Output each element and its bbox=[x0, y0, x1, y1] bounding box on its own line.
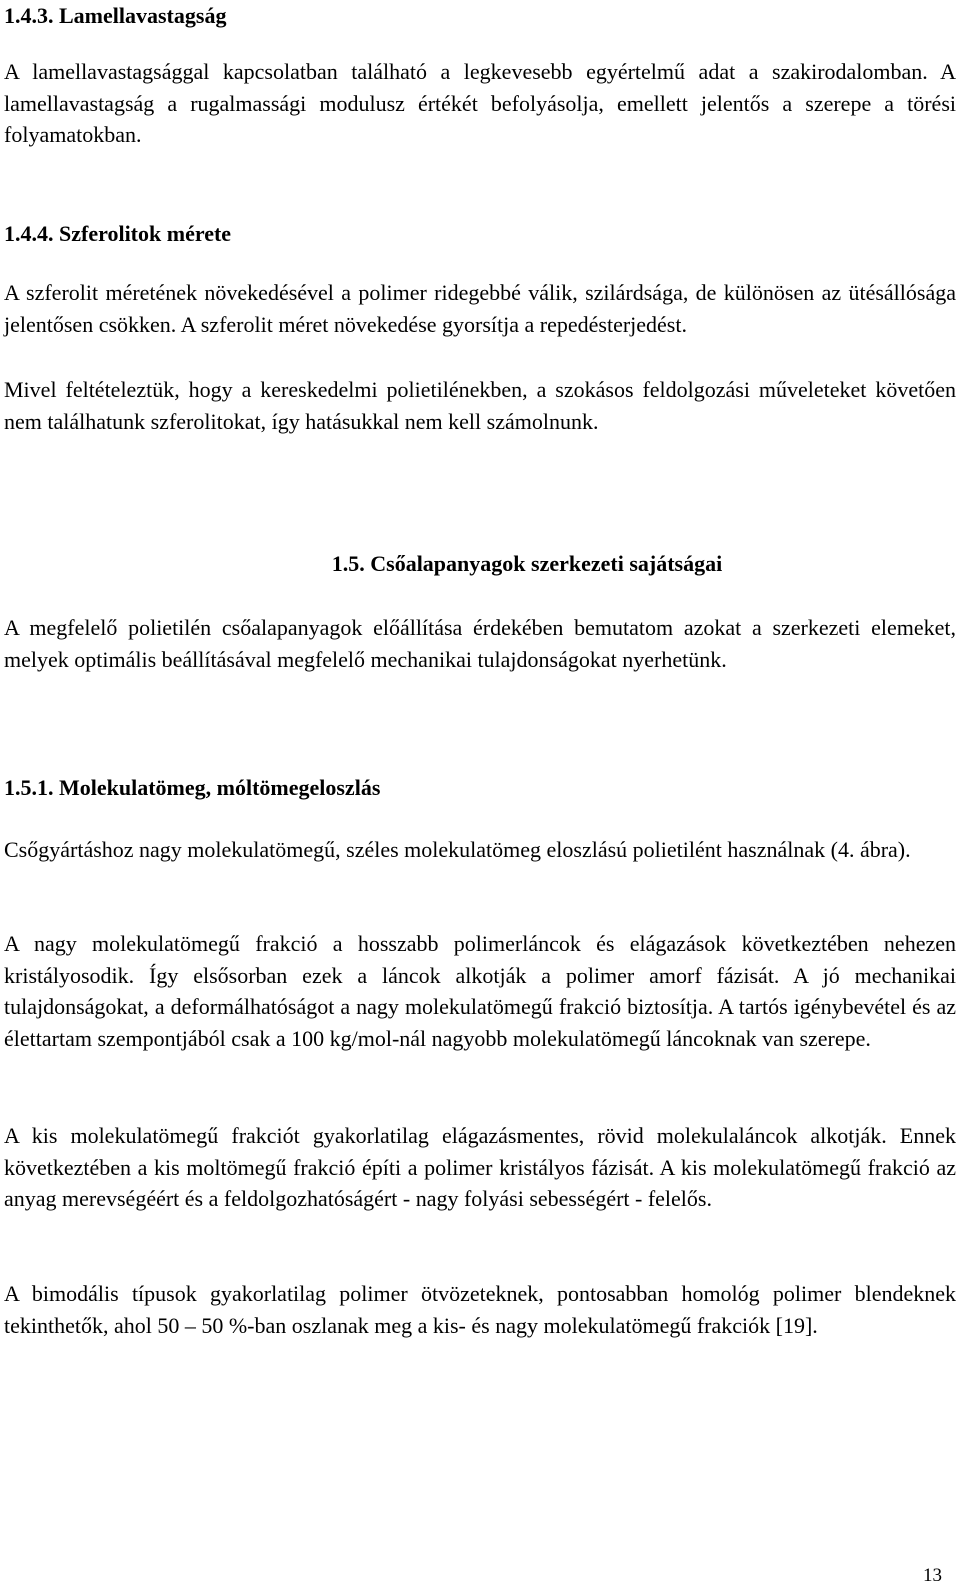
section-heading-lamellavastagsag: 1.4.3. Lamellavastagság bbox=[4, 3, 227, 28]
paragraph-bimodalis: A bimodális típusok gyakorlatilag polimer ötvözeteknek, pontosabban homológ polimer blendeknek tekinthetők, ahol 50 – 50 %-ban oszlanak meg a kis- és nagy molekulatömegű frakciók [19]. bbox=[4, 1281, 956, 1338]
section-heading-csoalapanyagok: 1.5. Csőalapanyagok szerkezeti sajátságai bbox=[331, 551, 723, 576]
paragraph-lamellavastagsag: A lamellavastagsággal kapcsolatban található a legkevesebb egyértelmű adat a szakirodalomban. A lamellavastagság a rugalmassági modulusz értékét befolyásolja, emellett jelentős a szerepe a törési folyamatokban. bbox=[4, 59, 956, 147]
paragraph-kis-molekulatomegu: A kis molekulatömegű frakciót gyakorlatilag elágazásmentes, rövid molekulaláncok alkotják. Ennek következtében a kis moltömegű frakció építi a polimer kristályos fázisát. A kis molekulatömegű frakció az anyag merevségéért és a feldolgozhatóságért - nagy folyási sebességért - felelős. bbox=[4, 1123, 956, 1211]
section-heading-szferolitok-merete: 1.4.4. Szferolitok mérete bbox=[4, 221, 232, 246]
paragraph-csogyartas: Csőgyártáshoz nagy molekulatömegű, széles molekulatömeg eloszlású polietilént használnak (4. ábra). bbox=[4, 837, 911, 862]
paragraph-nagy-molekulatomegu: A nagy molekulatömegű frakció a hosszabb polimerláncok és elágazások következtében nehezen kristályosodik. Így elsősorban ezek a láncok alkotják a polimer amorf fázisát. A jó mechanikai tulajdonságokat, a deformálhatóságot a nagy molekulatömegű frakció biztosítja. A tartós igénybevétel és az élettartam szempontjából csak a 100 kg/mol-nál nagyobb molekulatömegű láncoknak van szerepe. bbox=[4, 931, 956, 1051]
section-heading-molekulatomeg: 1.5.1. Molekulatömeg, móltömegeloszlás bbox=[4, 775, 381, 800]
paragraph-csoalapanyagok: A megfelelő polietilén csőalapanyagok előállítása érdekében bemutatom azokat a szerkezeti elemeket, melyek optimális beállításával megfelelő mechanikai tulajdonságokat nyerhetünk. bbox=[4, 615, 956, 672]
page-number: 13 bbox=[923, 1565, 942, 1586]
paragraph-szferolit-meret: A szferolit méretének növekedésével a polimer ridegebbé válik, szilárdsága, de különösen az ütésállósága jelentősen csökken. A szferolit méret növekedése gyorsítja a repedésterjedést. bbox=[4, 280, 956, 337]
paragraph-szferolit-kereskedelmi: Mivel feltételeztük, hogy a kereskedelmi polietilénekben, a szokásos feldolgozási műveleteket követően nem találhatunk szferolitokat, így hatásukkal nem kell számolnunk. bbox=[4, 377, 956, 434]
